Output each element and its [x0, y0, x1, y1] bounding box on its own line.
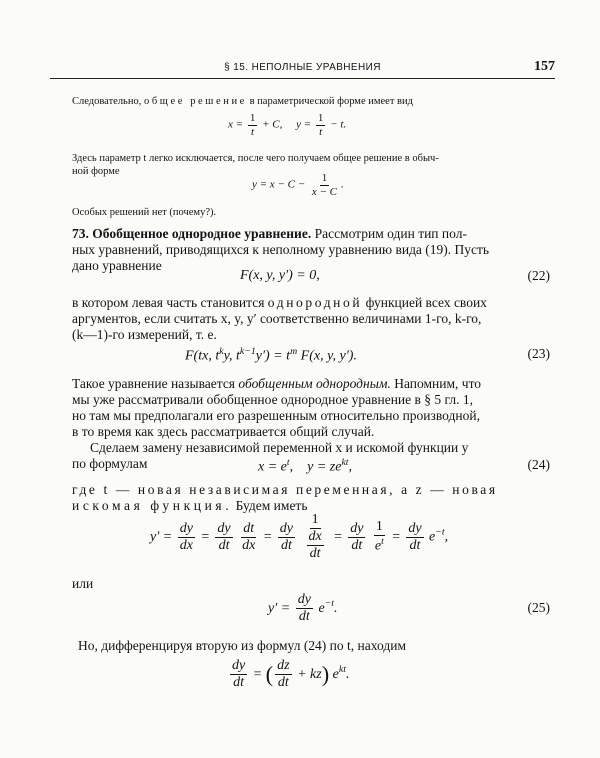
section-73-line-1-text: Рассмотрим один тип пол- [314, 226, 467, 241]
left-spaced: однородной [267, 295, 363, 310]
section-73-title: 73. Обобщенное однородное уравнение. [72, 226, 312, 241]
left-prefix: в котором левая часть становится [72, 295, 265, 310]
equation-25: y′ = $\frac{dy}{dt}$ $e^{-t}$. [268, 592, 338, 625]
section-73-line-3: дано уравнение [72, 258, 162, 273]
homogeneous-line [72, 295, 532, 311]
already-line-3: в то время как здесь рассматривается общий случай. [72, 424, 375, 439]
intro-prefix: Следовательно, [72, 96, 142, 107]
dy-dt-formula: $\frac{dy}{dt}$ = ( $\frac{dz}{dt}$ + kz) $e^{kt}$. [232, 658, 350, 691]
intro-spaced: общее решение [143, 96, 247, 107]
equation-22-number: (22) [527, 268, 550, 283]
section-73-line-2: ных уравнений, приводящихся к неполному уравнению вида (19). Пусть [72, 242, 490, 257]
where-line-2a: искомая функция. [72, 498, 233, 513]
section-73-line-1 [72, 226, 532, 242]
equation-24-number: (24) [527, 457, 550, 472]
derivative-chain: y′ = $\frac{dy}{dx}$ = $\frac{dy}{dt}$ $\frac{dt}{dx}$ = $\frac{dy}{dt}$ 1 $\frac{dx}{dt}$ = $\frac{dy}{dt}$ $\frac{1}{e^t}$ = $\frac{dy}{dt}$ $e^{-t}$, [150, 512, 449, 562]
k-line: (k—1)-го измерений, т. е. [72, 327, 217, 342]
running-header [50, 59, 555, 79]
called-italic: обобщенным однородным. [238, 376, 391, 391]
called-suffix: Напомним, что [394, 376, 482, 391]
diff-line: Но, дифференцируя вторую из формул (24) по t, находим [78, 638, 406, 653]
already-line-1: мы уже рассматривали обобщенное однородное уравнение в § 5 гл. 1, [72, 392, 473, 407]
args-line: аргументов, если считать x, y, y′ соответственно величинами 1-го, k-го, [72, 311, 482, 326]
equation-22: F(x, y, y′) = 0, [240, 268, 320, 283]
equation-23: F(tx, $t^ky$, $t^{k-1}y') = t^m$ F(x, y, y′). [185, 346, 357, 364]
intro-suffix: в параметрической форме имеет вид [249, 96, 413, 107]
where-line-1: где t — новая независимая переменная, а z — новая [72, 482, 498, 497]
page-number: 157 [534, 59, 555, 74]
left-suffix: функцией всех своих [365, 295, 487, 310]
parametric-solution: x = $\frac{1}{t}$ + C, y = $\frac{1}{t}$ − t. [228, 112, 347, 138]
general-solution: y = x − C − $\frac{1}{x - C}$ . [252, 172, 344, 198]
intro-paragraph [72, 95, 532, 108]
already-line-2: но там мы предполагали его разрешенным относительно производной, [72, 408, 480, 423]
param-line-2: ной форме [72, 166, 120, 177]
equation-24: $x = e^t$, $y = ze^{kt}$, [258, 457, 353, 475]
subst-line-2: по формулам [72, 456, 148, 471]
subst-line-1: Сделаем замену независимой переменной x и искомой функции y [90, 440, 469, 455]
where-line-2b: Будем иметь [235, 498, 308, 513]
called-prefix: Такое уравнение называется [72, 376, 236, 391]
equation-23-number: (23) [527, 346, 550, 361]
equation-25-number: (25) [527, 600, 550, 615]
or-word: или [72, 576, 94, 591]
header-title: § 15. НЕПОЛНЫЕ УРАВНЕНИЯ [224, 62, 381, 73]
singular-note: Особых решений нет (почему?). [72, 207, 217, 218]
called-line [72, 376, 532, 392]
param-line-1: Здесь параметр t легко исключается, после чего получаем общее решение в обыч- [72, 153, 439, 164]
